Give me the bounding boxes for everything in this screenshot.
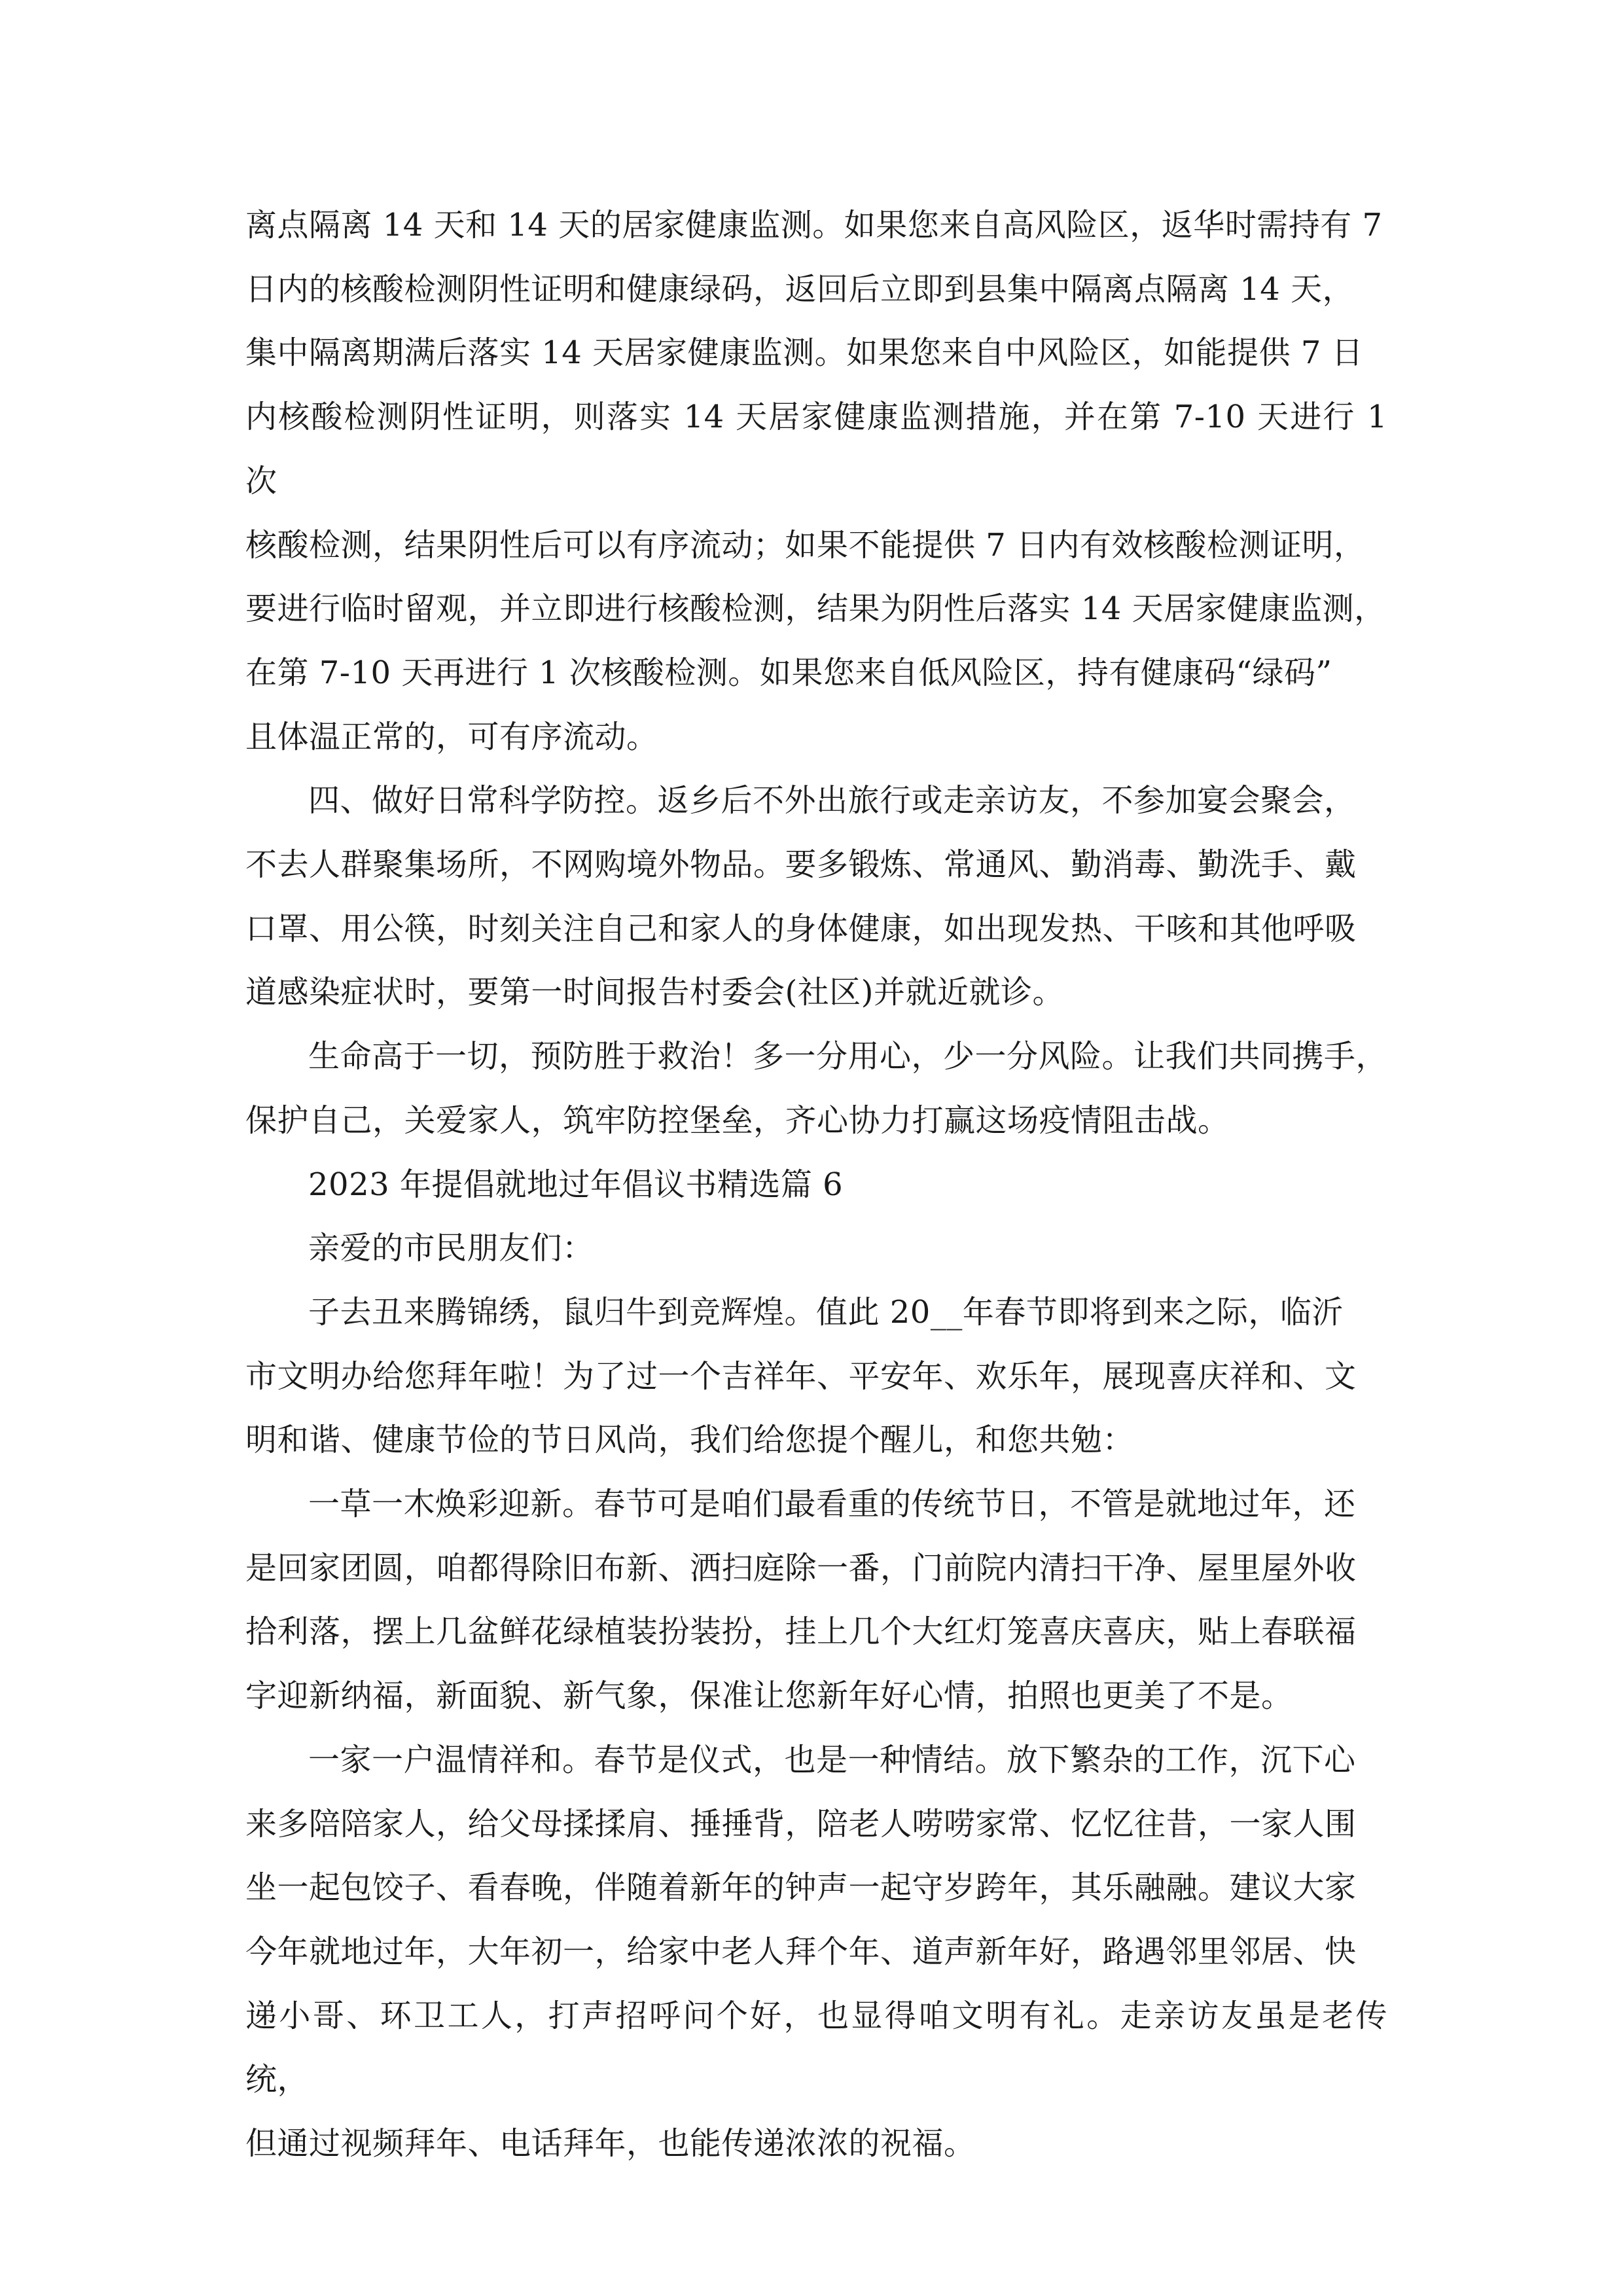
salutation: 亲爱的市民朋友们：	[308, 1230, 594, 1267]
paragraph: 不去人群聚集场所，不网购境外物品。要多锻炼、常通风、勤消毒、勤洗手、戴 口罩、用公筷，时刻关注自己和家人的身体健康，如出现发热、干咳和其他呼吸 道感染症状时，要第一时间报告村委会(社区)并就近就诊。	[245, 846, 1357, 1011]
paragraph: 四、做好日常科学防控。返乡后不外出旅行或走亲访友，不参加宴会聚会，	[308, 782, 1356, 819]
paragraph: 是回家团圆，咱都得除旧布新、洒扫庭除一番，门前院内清扫干净、屋里屋外收 拾利落，摆上几盆鲜花绿植装扮装扮，挂上几个大红灯笼喜庆喜庆，贴上春联福 字迎新纳福，新面貌、新气象，保准让您新年好心情，拍照也更美了不是。	[245, 1549, 1357, 1715]
paragraph: 一家一户温情祥和。春节是仪式，也是一种情结。放下繁杂的工作，沉下心	[308, 1741, 1356, 1778]
paragraph: 一草一木焕彩迎新。春节可是咱们最看重的传统节日，不管是就地过年，还	[308, 1486, 1356, 1523]
paragraph: 市文明办给您拜年啦！为了过一个吉祥年、平安年、欢乐年，展现喜庆祥和、文 明和谐、健康节俭的节日风尚，我们给您提个醒儿，和您共勉：	[245, 1357, 1357, 1459]
paragraph: 子去丑来腾锦绣，鼠归牛到竞辉煌。值此 20__年春节即将到来之际，临沂	[308, 1293, 1344, 1331]
section-heading: 2023 年提倡就地过年倡议书精选篇 6	[308, 1166, 844, 1203]
document-body	[245, 194, 1387, 2176]
paragraph: 保护自己，关爱家人，筑牢防控堡垒，齐心协力打赢这场疫情阻击战。	[245, 1102, 1230, 1139]
paragraph: 来多陪陪家人，给父母揉揉肩、捶捶背，陪老人唠唠家常、忆忆往昔，一家人围 坐一起包饺子、看春晚，伴随着新年的钟声一起守岁跨年，其乐融融。建议大家 今年就地过年，大年初一，给家中老人拜个年、道声新年好，路遇邻里邻居、快 递小哥、环卫工人，打声招呼问个好，也显得咱文明有礼。走亲访友虽是老传统， 但通过视频拜年、电话拜年，也能传递浓浓的祝福。	[245, 1805, 1387, 2162]
paragraph: 生命高于一切，预防胜于救治！多一分用心，少一分风险。让我们共同携手，	[308, 1038, 1388, 1075]
paragraph: 离点隔离 14 天和 14 天的居家健康监测。如果您来自高风险区，返华时需持有 7 日内的核酸检测阴性证明和健康绿码，返回后立即到县集中隔离点隔离 14 天， 集中隔离期满后落实 14 天居家健康监测。如果您来自中风险区，如能提供 7 日 内核酸检测阴性证明，则落实 14 天居家健康监测措施，并在第 7-10 天进行 1 次 核酸检测，结果阴性后可以有序流动；如果不能提供 7 日内有效核酸检测证明， 要进行临时留观，并立即进行核酸检测，结果为阴性后落实 14 天居家健康监测， 在第 7-10 天再进行 1 次核酸检测。如果您来自低风险区，持有健康码“绿码” 且体温正常的，可有序流动。	[245, 207, 1387, 755]
